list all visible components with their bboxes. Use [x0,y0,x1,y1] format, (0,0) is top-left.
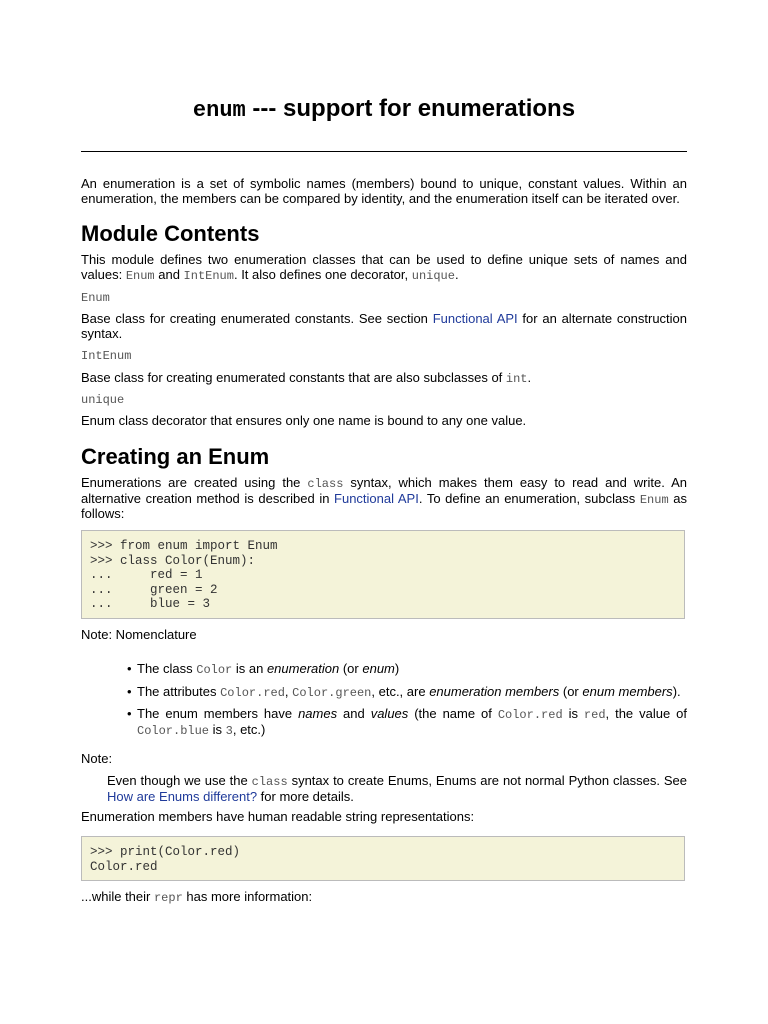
mc-text-b: . It also defines one decorator, [233,266,412,282]
mc-text-a: This module defines two enumeration classes that can be used to define unique sets of names and values: [81,252,687,282]
int-code: int [505,372,528,386]
creating-text-d: as follows: [81,490,687,521]
note-nomenclature-label: Note: Nomenclature [81,627,197,642]
page-title [81,93,687,127]
heading-module-contents: Module Contents [81,221,260,246]
code-block-print: >>> print(Color.red) Color.red [81,836,685,881]
desc-enum-a: Base class for creating enumerated constants. See section [81,311,433,326]
bullet-dot: • [127,683,132,699]
desc-intenum-a: Base class for creating enumerated constants that are also subclasses of [81,370,506,385]
enum-code: Enum [639,492,669,507]
nomenclature-list [127,662,687,738]
while-their-repr: ...while their repr has more information: [81,889,313,905]
mc-unique-code: unique [411,268,455,283]
desc-unique: Enum class decorator that ensures only one name is bound to any one value. [81,413,527,428]
creating-paragraph [81,476,687,522]
enums-different-link[interactable]: How are Enums different? [107,788,258,804]
desc-intenum [81,371,687,387]
title-rule [81,151,687,152]
functional-api-link-2[interactable]: Functional API [334,490,419,506]
list-item: • The class Color is an enumeration (or enum) [127,661,400,677]
class-code-2: class [251,775,288,789]
term-enum: Enum [81,291,110,305]
creating-text-a: Enumerations are created using the [81,475,308,490]
heading-creating-an-enum: Creating an Enum [81,444,270,469]
repr-intro: Enumeration members have human readable string representations: [81,809,475,824]
functional-api-link[interactable]: Functional API [432,311,518,326]
desc-enum [81,312,687,341]
code-block-define-enum: >>> from enum import Enum >>> class Color(Enum): ... red = 1 ... green = 2 ... blue = 3 [81,530,685,619]
creating-text-b: syntax, which makes them easy to read and write. An alternative creation method is described in [81,475,688,506]
note-label: Note: [81,751,113,766]
title-code: enum [192,98,246,123]
creating-text-c: . To define an enumeration, subclass [418,490,640,506]
mc-enum-code: Enum [125,268,155,283]
list-item: • The enum members have names and values (the name of Color.red is red, the value of Color.blue is 3, etc.) [127,706,687,738]
title-text: --- support for enumerations [245,95,576,122]
repr-code: repr [153,891,183,905]
bullet-dot: • [127,706,132,721]
mc-intenum-code: IntEnum [183,268,234,283]
desc-enum-b: for an alternate construction syntax. [81,311,688,341]
bullet-dot: • [127,661,132,676]
mc-and: and [154,266,184,282]
term-intenum: IntEnum [81,349,132,363]
intro-paragraph: An enumeration is a set of symbolic names (members) bound to unique, constant values. Within an enumeration, the members can be compared by identity, and the enumeration itself can be iterated over. [81,176,687,206]
module-contents-paragraph [81,253,687,283]
list-item: • The attributes Color.red, Color.green, etc., are enumeration members (or enum members). [127,683,681,700]
mc-period: . [454,266,459,282]
note-body: Even though we use the class syntax to create Enums, Enums are not normal Python classes. See How are Enums different? for more details. [107,773,687,804]
desc-intenum-b: . [527,370,532,385]
class-code: class [307,477,344,491]
term-unique: unique [81,393,125,407]
